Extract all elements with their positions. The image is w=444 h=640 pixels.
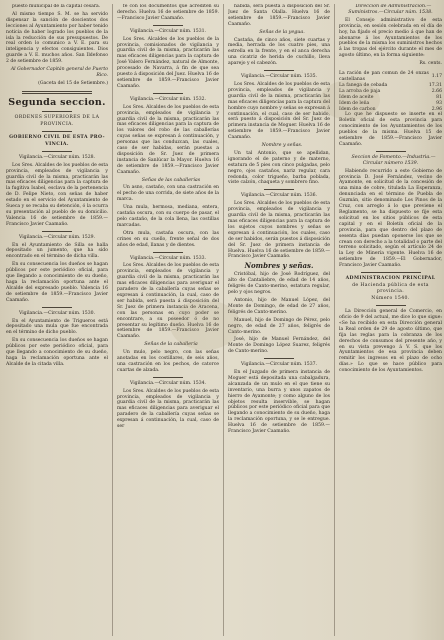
paragraph: fe con los documentos que acrediten su derecho. Huelva 16 de setiembre de 1859.—Francisco Javier Caamaño. (117, 4, 219, 21)
paragraph: Cristóbal, hijo de José Rodríguez, del alto de Cantaliebre, de edad de 14 años, feligrés de Canto-merino, estatura regular, pelo y ojos negros. (228, 272, 330, 296)
subsection-heading: Nombre y señas. (261, 143, 303, 149)
paragraph: Los Sres. Alcaldes de los pueblos de la provincia, comisionados de vigilancia y guardia civil de la misma, practicarán las mas eficaces diligencias para la captura de José Valero Fernández, natural de Almonte, procesado de Navarra, á fin de que sea puesto á disposición del Juez. Huelva 16 de setiembre de 1859.—Francisco Javier Caamaño. (117, 36, 219, 89)
paragraph: Antonio, hijo de Manuel López, del Monte de Domingo, de edad de 27 años, feligrés de Canto-merino. (228, 297, 330, 315)
columns (6, 4, 440, 636)
column-1 (6, 4, 108, 636)
subheading: ADMINISTRACION PRINCIPAL (345, 276, 436, 282)
price-value: 17.31 (428, 82, 442, 88)
divider (361, 272, 421, 273)
price-item: Idem de aceite (339, 94, 374, 100)
price-row (339, 71, 442, 83)
price-value: 93 (436, 100, 442, 106)
circular-heading: Vigilancia.—Circular núm. 1532. (129, 96, 207, 102)
price-table (339, 71, 442, 112)
column-4 (339, 4, 442, 636)
subsection-heading: Señas de la yegua. (259, 29, 305, 35)
paragraph: Otra mula, castaña oscura, con las crines en su cuello, frente señal de dos años de edad, llanas y de dientes. (117, 230, 219, 248)
circular-heading: Vigilancia.—Circular núm. 1535. (240, 74, 318, 80)
subsection-heading: Señas de la caballería (144, 342, 198, 348)
paragraph: La Dirección general de Comercio, en oficio de 9 del actual, me dice lo que sigue: «Se ha recibido en esta Dirección general la Real orden de 29 de agosto último, que fija las reglas para la cobranza de los derechos de consumos del presente año, y en su vista prevengo á V. S. que los Ayuntamientos de esa provincia deben remitir los ingresos en el plazo de ocho días.» Lo que se hace público para conocimiento de los Ayuntamientos. (339, 309, 442, 374)
divider (376, 151, 406, 152)
paragraph: Un tal Antonio, que se apellidan, ignorando el de paterno y de materno, estatura de 5 pies con cinco pulgadas, pelo negro, ojos castaños, nariz regular, cara redonda, color trigueño, barba poblada, viste calzón, chaqueta y sombrero fino. (228, 150, 330, 186)
unit-label: Rs. cents. (419, 61, 442, 67)
paragraph: En el Ayuntamiento de Trigueros está depositado una mula que fue encontrada en el término de dicho pueblo. (6, 318, 108, 336)
divider (264, 358, 294, 359)
price-item: La ración de pan comun de 24 onzas castellanas (339, 71, 429, 82)
paragraph: Al mismo tiempo S. M. se ha servido dispensar la sanción de doscientos dos lecciones al Ayuntamiento por haber tenido noticia de haber logrado los pueblos de la isla la reducción de sus presupuestos. De real orden lo comunico a V. E. para su inteligencia y efectos consiguientes. Dios guarde a V. E. muchos años. San Ildefonso 2 de setiembre de 1859. (6, 11, 108, 65)
circular-heading: Vigilancia.—Circular núm. 1528. (18, 154, 96, 160)
column-2 (117, 4, 219, 636)
column-3 (228, 4, 330, 636)
signature: Al Gobernador Capitán general de Puerto Rico. (10, 67, 108, 78)
circular-heading: Vigilancia.—Circular núm. 1536. (240, 193, 318, 199)
price-value: 81 (436, 94, 442, 100)
divider (153, 93, 183, 94)
subsection-heading-large: Nombres y señas. (244, 261, 314, 271)
paragraph: habida, será puesta á disposición del Sr. Juez de Santa Olalla. Huelva 16 de setiembre de 1859.—Francisco Javier Caamaño. (228, 4, 330, 27)
paragraph: Manuel, hijo de Domingo de Pérez, pelo negro, de edad de 27 años, feligrés de Canto-merino. (228, 317, 330, 335)
divider (42, 131, 72, 132)
subheading: VINCIA. (45, 141, 69, 147)
price-value: 2.66 (431, 88, 442, 94)
price-item: La fanega de cebada (339, 82, 388, 88)
price-value: 1.17 (431, 74, 442, 80)
subheading: ORDENES SUPERIORES DE LA (14, 114, 100, 120)
divider (42, 307, 72, 308)
paragraph: Los Sres. Alcaldes de los pueblos de esta provincia, empleados de vigilancia y guardia civil de la misma, practicarán las mas eficaces diligencias para la captura del hombre cuyo nombre y señas se expresan á continuación, el cual, caso de ser habido, será puesto á disposición del Sr. Juez de primera instancia de Moguer. Huelva 16 de setiembre de 1859.—Francisco Javier Caamaño. (228, 81, 330, 141)
subheading: de Hacienda pública de esta provincia. (352, 283, 429, 295)
paragraph: Castaña, de cinco años, siete cuartas y media, herrada de los cuatro pies, una estrella en la frente, y en el anca derecha una cicatriz de herida de cuchillo, lleva aparejo y el cabezón. (228, 37, 330, 67)
source-note: (Gaceta del 15 de Setiembre.) (38, 80, 108, 86)
divider (42, 111, 72, 112)
subheading: GOBIERNO CIVIL DE ESTA PRO- (9, 134, 105, 140)
divider (153, 377, 183, 378)
divider (264, 70, 294, 71)
paragraph: El Consejo administrativo de esta provincia, en sesión celebrada en el día de hoy, ha fijado el precio medio á que han de abonarse á los Ayuntamientos de los pueblos de la misma los suministros hechos á las tropas del ejército durante el mes de agosto último, en la forma siguiente: (339, 17, 442, 59)
paragraph: Los Sres. Alcaldes de los pueblos de esta provincia, empleados de vigilancia y guardia civil de la misma, practicarán las mas eficaces diligencias para averiguar el paradero de la caballería cuyas señas se expresan á continuación, la cual, caso de ser habida, será puesta á disposición del Sr. Juez de primera instancia de Aracena, con las personas en cuyo poder se encontrare, a su poseedor ó de no presentar su legítimo dueño. Huelva 16 de setiembre de 1859.—Francisco Javier Caamaño. (117, 263, 219, 340)
paragraph: Los Sres. Alcaldes de los pueblos de esta provincia, empleados de vigilancia y guardia civil de la misma, practicarán las mas eficaces diligencias para la captura de los sujetos cuyos nombres y señas se expresan á continuación, los cuales, caso de ser habidos, serán puestos á disposición del Sr. Juez de primera instancia de Huelva. Huelva 16 de setiembre de 1859.—Francisco Javier Caamaño. (228, 201, 330, 260)
circular-heading: Vigilancia.—Circular núm. 1537. (240, 362, 318, 368)
paragraph: En su consecuencia los dueños se hagan públicos por este periódico oficial, para que llegando a conocimiento de su dueño, haga la reclamación oportuna ante el Alcalde de la citada villa. (6, 338, 108, 367)
paragraph: Los Sres. Alcaldes de los pueblos de esta provincia, empleados de vigilancia y guardia civil de la misma, practicarán las mas eficaces diligencias para averiguar el paradero de la caballería cuyas señas se expresan á continuación, la cual, caso de ser (117, 388, 219, 430)
paragraph: Un asno, castaño, con una castración en el pecho de una corrida, de siete años de la marca. (117, 185, 219, 203)
paragraph: puesto municipal de la capital cesará. (12, 4, 101, 9)
subsection-heading: Señas de las caballerías (141, 177, 201, 183)
divider (153, 25, 183, 26)
paragraph: En el Juzgado de primera instancia de Moguer está depositada una cabalgadura, alcanzada de un mulo en el que tiene su inventario, una burra y unos zapatos de hierro de Ayamonte; y como alguno de los objetos resulta inservible, se hagan públicos por este periódico oficial para que llegando a conocimiento de su dueño, haga la reclamación oportuna, y se le entregue. Huelva 16 de setiembre de 1859.—Francisco Javier Caamaño. (228, 370, 330, 435)
circular-heading: Vigilancia.—Circular núm. 1534. (129, 380, 207, 386)
divider (42, 151, 72, 152)
section-heading: Direccion de Administracion.—Suministros.—Circular núm. 1538. (348, 4, 433, 15)
paragraph: Lo que he dispuesto se inserte en el Boletín oficial de esta provincia para conocimiento de los Ayuntamientos de los pueblos de la misma. Huelva 15 de setiembre de 1859.—Francisco Javier Caamaño. (339, 112, 442, 147)
section-title: Segunda seccion. (8, 96, 106, 108)
divider (264, 189, 294, 190)
paragraph: Una mula, hermosa, mediana, entera, castaña oscura, con su cuerpo de pasar, el pelo castaño, de la cola llena, las costillas marcadas. (117, 205, 219, 228)
paragraph: Los Sres. Alcaldes de los pueblos de esta provincia, empleados de vigilancia y guardia civil de la misma, practicarán las mas eficaces diligencias para la captura de la fugitiva Isabel, esclava de la pertenencia de D. Felipe Nieto, con señas de haber estado en el servicio del Ayuntamiento de Sueca y se recaba su detención, ó la ocurra su presentación al pueblo de su domicilio. Valencia 16 de setiembre de 1859.—Francisco Javier Caamaño. (6, 162, 108, 227)
paragraph: Los Sres. Alcaldes de los pueblos de esta provincia, empleados de vigilancia y guardia civil de la misma, practicarán las mas eficaces diligencias para la captura de los valores del robo de las caballerías cuyas señas se expresan á continuación, y personas que las conduzcan, las cuales, caso de ser habidas, serán puestas a disposición de Sr. Juez de primera instancia de Sanlúcar la Mayor. Huelva 16 de setiembre de 1859.—Francisco Javier Caamaño. (117, 104, 219, 175)
circular-heading: Vigilancia.—Circular núm. 1531. (129, 28, 207, 34)
column-rule (112, 4, 113, 636)
circular-heading: Vigilancia.—Circular núm. 1529. (18, 234, 96, 240)
paragraph: En su consecuencia los dueños se hagan públicos por este periódico oficial, para que llegando a conocimiento de su dueño, haga la reclamación oportuna ante el Alcalde del expresado pueblo. Valencia 16 de setiembre de 1859.—Francisco Javier Caamaño. (6, 262, 108, 303)
subheading: Número 1540. (371, 296, 410, 302)
divider (42, 231, 72, 232)
circular-heading: Vigilancia.—Circular núm. 1530. (18, 310, 96, 316)
price-value: 2.96 (431, 106, 442, 112)
price-item: Idem de leña (339, 100, 370, 106)
column-rule (223, 4, 224, 636)
column-rule (334, 4, 335, 636)
paragraph: Habiendo recurrido a este Gobierno de provincia D. José Fernández, vecino de Ayamonte, en solicitud de la concesión de una mina de cobre, titulada La Esperanza, denunciada en el término de Puebla de Guzmán, sitio denominado Los Pinos de la Cruz, con arreglo á lo que previene el Reglamento, se ha dispuesto se fije esta solicitud en los sitios públicos de esta capital y en el Boletín oficial de la provincia, para que dentro del plazo de sesenta días puedan oponerse los que se crean con derecho a la totalidad o parte del terreno solicitado, según el artículo 24 de la Ley de Minería vigente. Huelva 16 de setiembre de 1859.—El Gobernador, Francisco Javier Caamaño. (339, 168, 442, 269)
paragraph: En el Ayuntamiento de Silla se halla depositado un jumento, que ha sido encontrado en el término de dicha villa. (6, 242, 108, 260)
price-item: Idem de carbon (339, 106, 376, 112)
circular-heading: Vigilancia.—Circular núm. 1533. (129, 255, 207, 261)
section-heading: Seccion de Fomento.—Industria.—Circular número 1539. (351, 154, 436, 166)
divider (376, 305, 406, 306)
subheading: PROVINCIA. (40, 121, 74, 127)
divider (153, 252, 183, 253)
paragraph: Un mulo, pelo negro, con las señas anotadas en los costillares, de seis años, una castración en los pechos, de catorce cuartas de alzada. (117, 350, 219, 373)
price-item: La arroba de paja (339, 88, 381, 94)
paragraph: José, hijo de Manuel Fernández, del Monte de Domingo López Suarez, feligrés de Canto-merino. (228, 337, 330, 355)
section-divider (22, 91, 92, 94)
